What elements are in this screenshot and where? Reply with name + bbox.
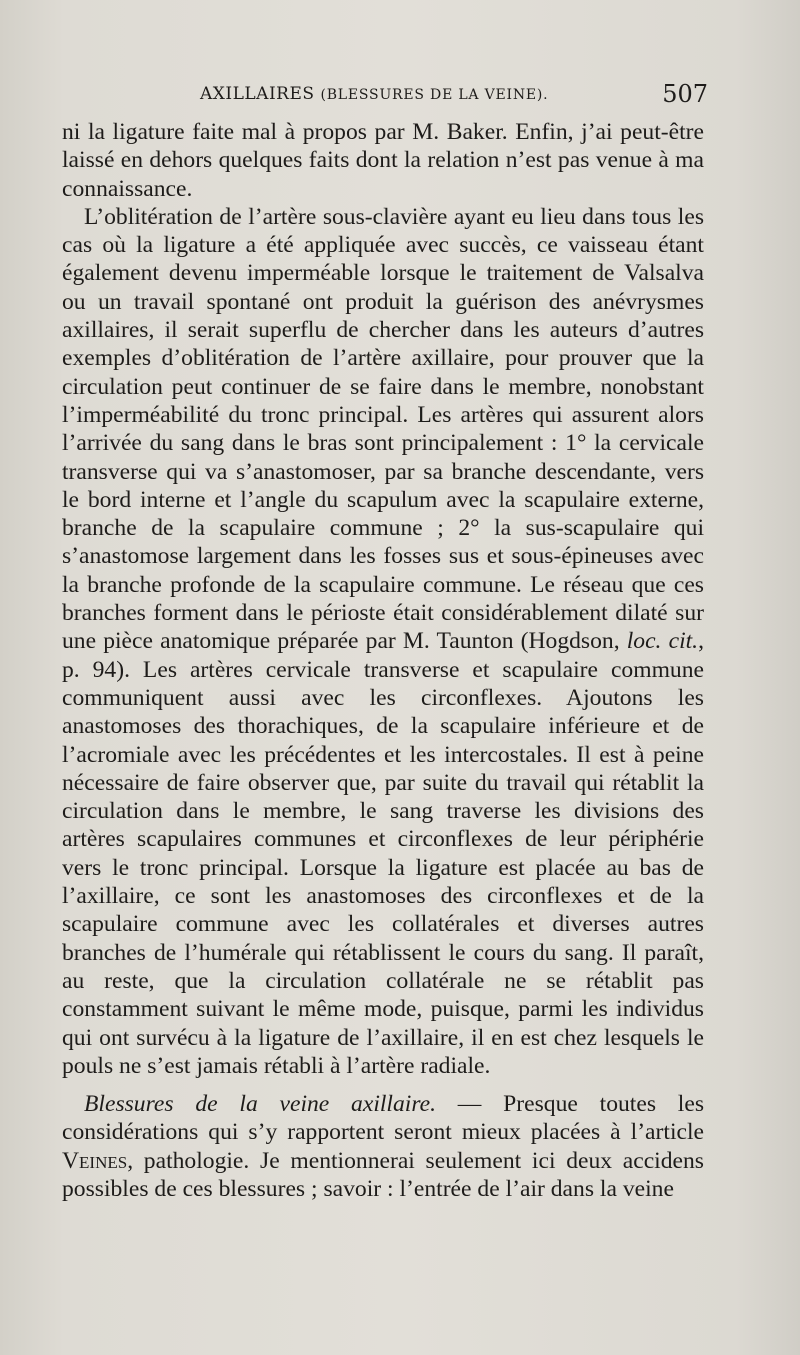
paragraph-1-text: ni la ligature faite mal à propos par M. Baker. Enfin, j’ai peut-être laissé en dehors quelques faits dont la relation n’est pas venue à ma connaissance. xyxy=(62,119,704,202)
paragraph-1 xyxy=(62,118,704,203)
article-reference: Veines xyxy=(62,1147,128,1174)
paragraph-2-text: L’oblitération de l’artère sous-clavière ayant eu lieu dans tous les cas où la ligature a été appliquée avec succès, ce vaisseau étant également devenu imperméable lorsque le traitement de Valsalva ou un travail spontané ont produit la guérison des anévrysmes axillaires, il serait superflu de chercher dans les auteurs d’autres exemples d’oblitération de l’artère axillaire, pour prouver que la circulation peut continuer de se faire dans le membre, nonobstant l’imperméabilité du tronc principal. Les artères qui assurent alors l’arrivée du sang dans le bras sont principalement : 1° la cervicale transverse qui va s’anastomoser, par sa branche descendante, vers le bord interne et l’angle du scapulum avec la scapulaire externe, branche de la scapulaire commune ; 2° la sus-scapulaire qui s’anastomose largement dans les fosses sus et sous-épineuses avec la branche profonde de la scapulaire commune. Le réseau que ces branches forment dans le périoste était considérablement dilaté sur une pièce anatomique préparée par M. Taunton (Hogdson, xyxy=(62,203,704,655)
running-head-title: AXILLAIRES xyxy=(200,84,315,104)
paragraph-3-text: — Presque toutes les considérations qui s’y rapportent seront mieux placées à l’article xyxy=(62,1091,704,1146)
page-number: 507 xyxy=(662,80,708,108)
citation: loc. cit. xyxy=(626,628,699,655)
running-head-subtitle: (BLESSURES DE LA VEINE). xyxy=(320,87,549,103)
paragraph-3-continuation: , pathologie. Je mentionnerai seulement ici deux accidens possibles de ces blessures ; savoir : l’entrée de l’air dans la veine xyxy=(62,1147,704,1202)
paragraph-2-continuation: , p. 94). Les artères cervicale transverse et scapulaire commune communiquent aussi avec les circonflexes. Ajoutons les anastomoses des thorachiques, de la scapulaire inférieure et de l’acromiale avec les précédentes et les intercostales. Il est à peine nécessaire de faire observer que, par suite du travail qui rétablit la circulation dans le membre, le sang traverse les divisions des artères scapulaires communes et circonflexes de leur périphérie vers le tronc principal. Lorsque la ligature est placée au bas de l’axillaire, ce sont les anastomoses des circonflexes et de la scapulaire commune avec les collatérales et diverses autres branches de l’humérale qui rétablissent le cours du sang. Il paraît, au reste, que la circulation collatérale ne se rétablit pas constamment suivant le même mode, puisque, parmi les individus qui ont survécu à la ligature de l’axillaire, il en est chez lesquels le pouls ne s’est jamais rétabli à l’artère radiale. xyxy=(62,628,704,1079)
paragraph-2 xyxy=(62,203,704,1080)
running-head xyxy=(200,84,548,104)
page-header xyxy=(62,80,708,110)
section-heading: Blessures de la veine axillaire. xyxy=(84,1091,437,1118)
paragraph-3 xyxy=(62,1090,704,1203)
body-text xyxy=(62,118,704,1203)
